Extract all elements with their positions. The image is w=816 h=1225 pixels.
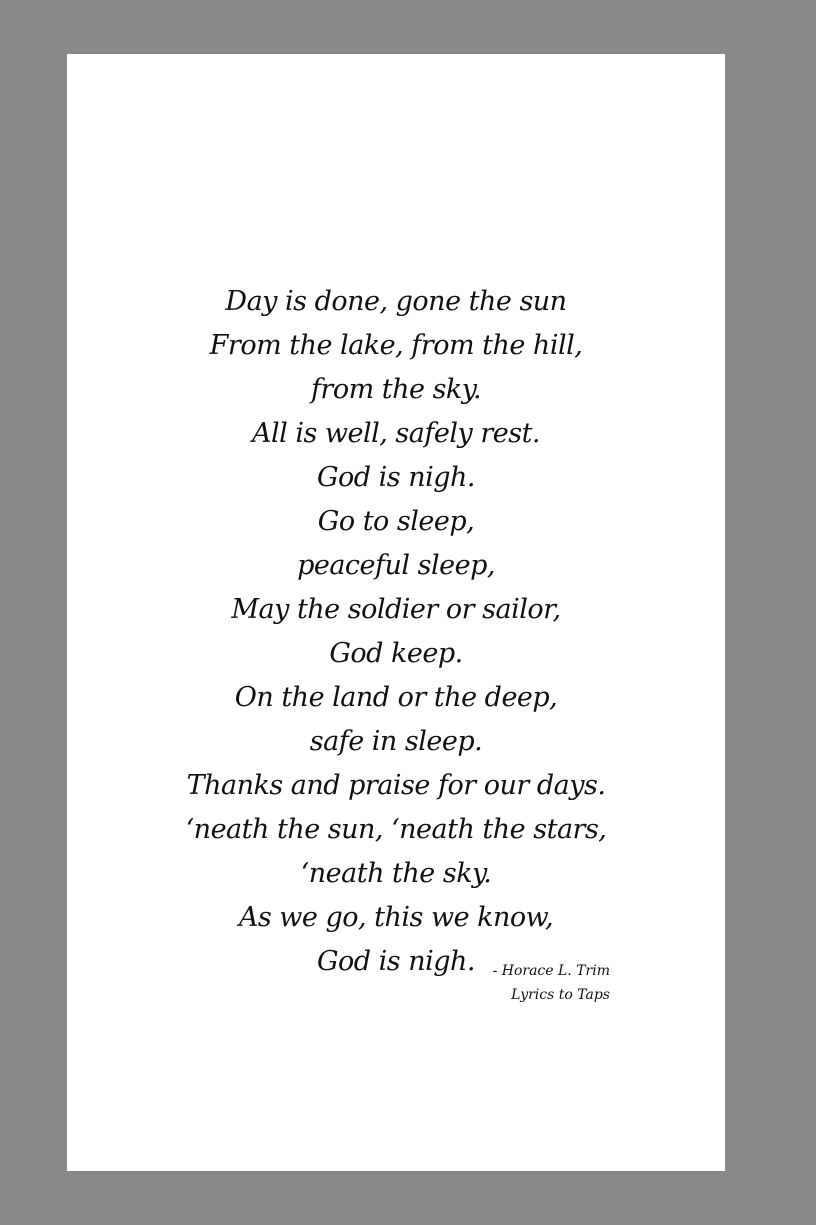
poem-line: safe in sleep. [309,726,483,757]
poem-line: ‘neath the sky. [300,858,492,889]
poem-line: from the sky. [310,374,482,405]
document-page [67,54,725,1171]
poem-line: Go to sleep, [317,506,475,537]
poem-line: Thanks and praise for our days. [186,770,606,801]
poem-line: ‘neath the sun, ‘neath the stars, [185,814,607,845]
poem-line: God keep. [329,638,463,669]
poem-line: God is nigh. [316,462,476,493]
poem-line: Day is done, gone the sun [225,286,567,317]
poem-line: On the land or the deep, [234,682,558,713]
poem-line: peaceful sleep, [297,550,495,581]
attribution [493,959,610,1007]
attribution-source: Lyrics to Taps [511,987,610,1003]
attribution-author: - Horace L. Trim [492,963,610,979]
poem-line: All is well, safely rest. [251,418,541,449]
poem-line: God is nigh. [316,946,476,977]
poem-text [67,280,725,984]
poem-line: As we go, this we know, [238,902,554,933]
poem-line: May the soldier or sailor, [231,594,561,625]
poem-line: From the lake, from the hill, [209,330,583,361]
